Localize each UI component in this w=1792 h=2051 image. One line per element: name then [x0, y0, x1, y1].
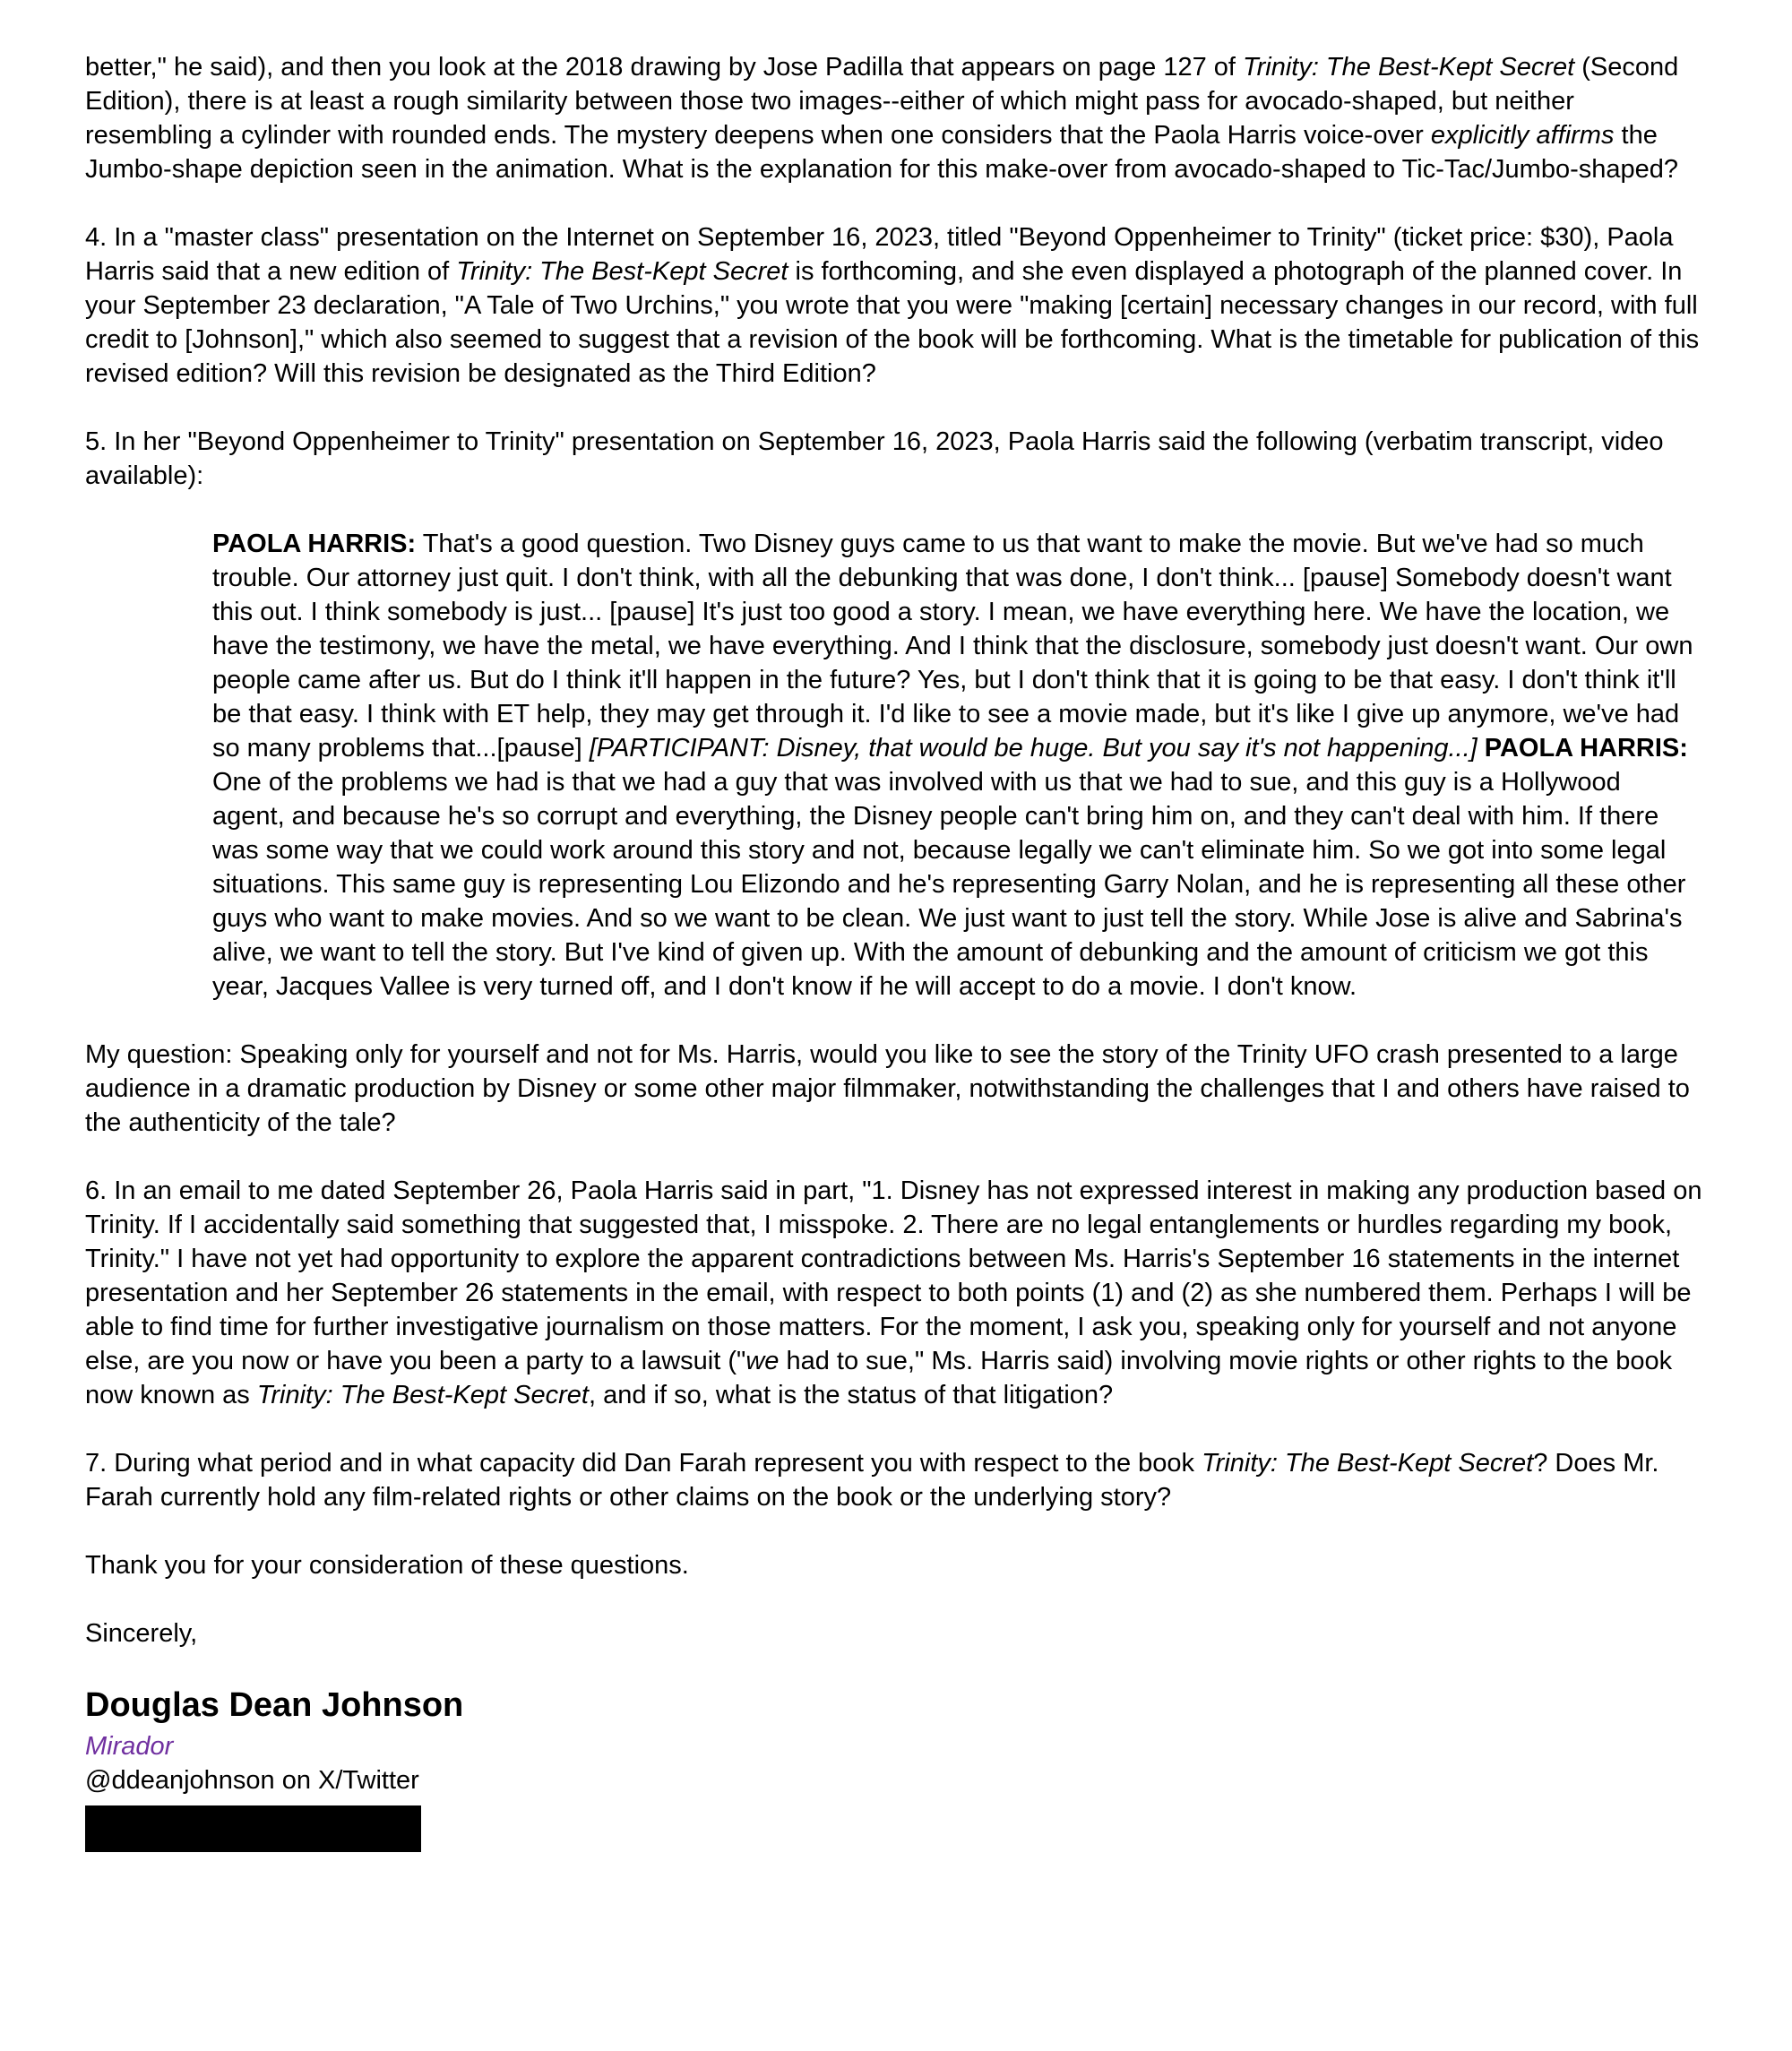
text-run: is forthcoming, and she even displayed a photograph of the planned cover. In your September 23 declaration, "A Tale of Two Urchins," you wrote that you were "making [certain] necessary changes in our record, with full credit to [Johnson]," which also seemed to suggest that a revision of the book will be forthcoming. What is the timetable for publication of this revised edition? Will this revision be designated as the Third Edition? — [85, 257, 1700, 388]
text-run: had to sue," Ms. Harris said) involving movie rights or other rights to the book now known as — [85, 1347, 1673, 1409]
signature-name: Douglas Dean Johnson — [85, 1686, 464, 1724]
emphasis-text: explicitly affirms — [1430, 121, 1615, 150]
book-title-text: Trinity: The Best-Kept Secret — [1243, 53, 1575, 82]
paragraph-my-question — [85, 1038, 1707, 1140]
book-title-text: Trinity: The Best-Kept Secret — [456, 257, 788, 286]
paragraph-intro — [85, 50, 1707, 186]
mirador-link[interactable]: Mirador — [85, 1732, 174, 1761]
speaker-label: PAOLA HARRIS: — [212, 530, 417, 558]
paragraph-question-4 — [85, 220, 1707, 391]
closing-line — [85, 1616, 1707, 1650]
text-run: better," he said), and then you look at the 2018 drawing by Jose Padilla that appears on page 127 of — [85, 53, 1244, 82]
text-run: ? Does Mr. Farah currently hold any film-related rights or other claims on the book or the underlying story? — [85, 1449, 1659, 1512]
text-run: 7. During what period and in what capacity did Dan Farah represent you with respect to the book — [85, 1449, 1202, 1478]
thanks-line — [85, 1548, 1707, 1582]
text-run: 6. In an email to me dated September 26, Paola Harris said in part, "1. Disney has not expressed interest in making any production based on Trinity. If I accidentally said something that suggested that, I misspoke. 2. There are no legal entanglements or hurdles regarding my book, Trinity." I have not yet had opportunity to explore the apparent contradictions between Ms. Harris's September 16 statements in the internet presentation and her September 26 statements in the email, with respect to both points (1) and (2) as she numbered them. Perhaps I will be able to find time for further investigative journalism on those matters. For the moment, I ask you, speaking only for yourself and not anyone else, are you now or have you been a party to a lawsuit (" — [85, 1176, 1702, 1375]
paragraph-question-6 — [85, 1174, 1707, 1412]
text-run: 5. In her "Beyond Oppenheimer to Trinity" presentation on September 16, 2023, Paola Harris said the following (verbatim transcript, video available): — [85, 427, 1664, 490]
text-run: That's a good question. Two Disney guys came to us that want to make the movie. But we've had so much trouble. Our attorney just quit. I don't think, with all the debunking that was done, I don't think... [pause] Somebody doesn't want this out. I think somebody is just... [pause] It's just too good a story. I mean, we have everything here. We have the location, we have the testimony, we have the metal, we have everything. And I think that the disclosure, somebody just doesn't want. Our own people came after us. But do I think it'll happen in the future? Yes, but I don't think that it is going to be that easy. I don't think it'll be that easy. I think with ET help, they may get through it. I'd like to see a movie made, but it's like I give up anymore, we've had so many problems that...[pause] — [212, 530, 1693, 763]
harris-transcript-quote — [212, 527, 1707, 1004]
paragraph-question-7 — [85, 1446, 1707, 1514]
text-run: One of the problems we had is that we had a guy that was involved with us that we had to sue, and this guy is a Hollywood agent, and because he's so corrupt and everything, the Disney people can't bring him on, and they can't deal with him. If there was some way that we could work around this story and not, because legally we can't eliminate him. So we got into some legal situations. This same guy is representing Lou Elizondo and he's representing Garry Nolan, and he is representing all these other guys who want to make movies. And so we want to be clean. We just want to just tell the story. While Jose is alive and Sabrina's alive, we want to tell the story. But I've kind of given up. With the amount of debunking and the amount of criticism we got this year, Jacques Vallee is very turned off, and I don't know if he will accept to do a movie. I don't know. — [212, 768, 1686, 1001]
text-run: Thank you for your consideration of these questions. — [85, 1551, 689, 1580]
text-run: the Jumbo-shape depiction seen in the animation. What is the explanation for this make-over from avocado-shaped to Tic-Tac/Jumbo-shaped? — [85, 121, 1679, 184]
twitter-handle: @ddeanjohnson on X/Twitter — [85, 1766, 419, 1795]
text-run: , and if so, what is the status of that litigation? — [588, 1381, 1114, 1409]
text-run: 4. In a "master class" presentation on the Internet on September 16, 2023, titled "Beyond Oppenheimer to Trinity" (ticket price: $30), Paola Harris said that a new edition of — [85, 223, 1674, 286]
text-run: Sincerely, — [85, 1619, 198, 1648]
participant-aside-text: [PARTICIPANT: Disney, that would be huge. But you say it's not happening...] — [589, 734, 1478, 763]
text-run — [1478, 734, 1485, 763]
text-run: (Second Edition), there is at least a rough similarity between those two images--either of which might pass for avocado-shaped, but neither resembling a cylinder with rounded ends. The mystery deepens when one considers that the Paola Harris voice-over — [85, 53, 1679, 150]
speaker-label: PAOLA HARRIS: — [1484, 734, 1688, 763]
book-title-text: Trinity: The Best-Kept Secret — [256, 1381, 589, 1409]
book-title-text: Trinity: The Best-Kept Secret — [1202, 1449, 1534, 1478]
redaction-bar — [85, 1805, 421, 1852]
text-run: My question: Speaking only for yourself and not for Ms. Harris, would you like to see the story of the Trinity UFO crash presented to a large audience in a dramatic production by Disney or some other major filmmaker, notwithstanding the challenges that I and others have raised to the authenticity of the tale? — [85, 1040, 1690, 1137]
paragraph-question-5 — [85, 425, 1707, 493]
emphasis-text: we — [745, 1347, 780, 1375]
